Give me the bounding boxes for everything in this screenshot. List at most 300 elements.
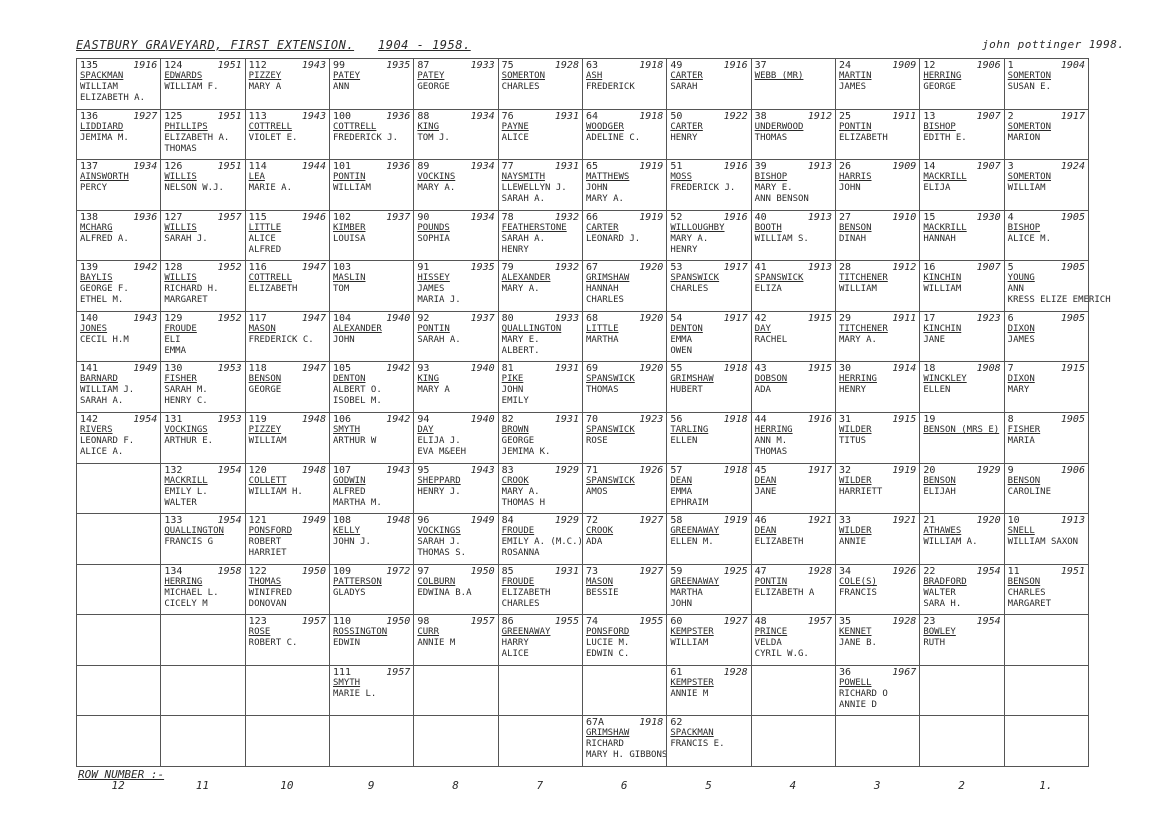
plot-cell bbox=[498, 614, 583, 666]
surname: FROUDE bbox=[501, 526, 535, 537]
given-name: HARRIETT bbox=[839, 486, 883, 497]
burial-year: 1907 bbox=[976, 262, 1001, 274]
given-name: JOHN bbox=[586, 183, 608, 194]
given-name: VELDA bbox=[754, 638, 782, 649]
given-name: VIOLET E. bbox=[248, 132, 298, 143]
plot-cell bbox=[245, 159, 330, 211]
burial-year: 1957 bbox=[470, 616, 495, 628]
surname: HERRING bbox=[164, 576, 203, 587]
plot-cell bbox=[1004, 260, 1111, 312]
burial-year: 1957 bbox=[217, 211, 242, 223]
plot-cell bbox=[413, 614, 498, 666]
plot-number: 138 bbox=[80, 211, 99, 223]
given-name: ALICE M. bbox=[1007, 233, 1052, 244]
given-name: ELLEN bbox=[923, 385, 951, 396]
plot-number: 101 bbox=[333, 161, 352, 173]
burial-year: 1954 bbox=[133, 414, 158, 425]
burial-year: 1920 bbox=[639, 262, 664, 274]
plot-number: 115 bbox=[248, 211, 267, 223]
plot-number: 75 bbox=[501, 60, 514, 71]
surname: KIMBER bbox=[333, 222, 366, 233]
surname: PHILLIPS bbox=[164, 121, 208, 132]
burial-year: 1920 bbox=[639, 312, 664, 324]
plot-cell bbox=[329, 210, 414, 262]
plot-number: 118 bbox=[248, 363, 267, 375]
plot-cell bbox=[919, 260, 1004, 312]
plot-number: 119 bbox=[248, 414, 267, 425]
given-name: WILLIAM bbox=[80, 82, 118, 92]
plot-cell bbox=[582, 614, 667, 666]
burial-year: 1952 bbox=[217, 312, 242, 324]
given-name: WILLIAM S. bbox=[754, 233, 809, 244]
plot-number: 41 bbox=[754, 262, 767, 274]
plot-number: 44 bbox=[754, 414, 767, 425]
burial-year: 1929 bbox=[554, 515, 579, 527]
burial-year: 1937 bbox=[470, 312, 495, 324]
plot-number: 61 bbox=[670, 666, 683, 678]
plot-number: 15 bbox=[923, 211, 936, 223]
plot-cell bbox=[498, 210, 583, 262]
burial-year: 1918 bbox=[723, 464, 748, 476]
burial-year: 1932 bbox=[554, 262, 579, 274]
burial-year: 1957 bbox=[807, 616, 832, 628]
burial-year: 1918 bbox=[723, 363, 748, 375]
burial-year: 1931 bbox=[554, 565, 579, 577]
plot-cell bbox=[245, 412, 330, 464]
plot-cell bbox=[160, 210, 245, 262]
surname: WILLIS bbox=[164, 172, 197, 183]
burial-year: 1926 bbox=[639, 464, 664, 476]
burial-year: 1904 bbox=[1060, 60, 1085, 71]
given-name: MARTHA bbox=[586, 334, 619, 345]
burial-year: 1920 bbox=[976, 515, 1001, 527]
surname: GREENAWAY bbox=[501, 627, 551, 638]
plot-cell bbox=[582, 159, 667, 211]
plot-number: 2 bbox=[1007, 110, 1014, 122]
surname: BENSON (MRS E) bbox=[923, 425, 1000, 435]
surname: GRIMSHAW bbox=[670, 374, 714, 385]
plot-number: 99 bbox=[333, 60, 346, 71]
plot-number: 52 bbox=[670, 211, 683, 223]
surname: UNDERWOOD bbox=[754, 121, 804, 132]
plot-number: 84 bbox=[501, 515, 514, 527]
plot-number: 120 bbox=[248, 464, 267, 476]
burial-year: 1948 bbox=[301, 464, 326, 476]
given-name: WILLIAM bbox=[670, 638, 709, 649]
plot-cell bbox=[582, 564, 667, 616]
burial-year: 1915 bbox=[892, 414, 917, 425]
surname: CROOK bbox=[586, 526, 614, 537]
surname: TITCHENER bbox=[839, 273, 888, 284]
given-name: ROBERT C. bbox=[248, 638, 298, 649]
surname: QUALLINGTON bbox=[501, 323, 562, 334]
given-name: WALTER bbox=[923, 587, 956, 598]
plot-cell bbox=[582, 463, 667, 515]
burial-year: 1943 bbox=[133, 312, 158, 324]
plot-number: 130 bbox=[164, 363, 183, 375]
plot-cell bbox=[919, 109, 1004, 161]
burial-year: 1955 bbox=[554, 616, 579, 628]
plot-cell bbox=[76, 159, 161, 211]
plot-number: 30 bbox=[839, 363, 852, 375]
given-name: SARAH J. bbox=[164, 233, 208, 244]
row-number: 8 bbox=[452, 779, 459, 792]
given-name: DINAH bbox=[839, 233, 867, 244]
plot-cell bbox=[1004, 311, 1089, 363]
given-name: GEORGE bbox=[923, 82, 956, 92]
plot-number: 73 bbox=[586, 565, 599, 577]
plot-number: 38 bbox=[754, 110, 767, 122]
given-name: HARRY bbox=[501, 638, 529, 649]
surname: CARTER bbox=[670, 121, 703, 132]
surname: BENSON bbox=[1007, 475, 1041, 486]
surname: SOMERTON bbox=[501, 71, 546, 81]
surname: BISHOP bbox=[1007, 222, 1041, 233]
given-name: LUCIE M. bbox=[586, 638, 630, 649]
burial-year: 1967 bbox=[892, 666, 917, 678]
surname: MARTIN bbox=[839, 71, 872, 81]
given-name: RICHARD bbox=[586, 739, 624, 750]
given-name: AMOS bbox=[586, 486, 608, 497]
burial-year: 1934 bbox=[470, 110, 495, 122]
plot-cell bbox=[329, 260, 414, 312]
burial-year: 1931 bbox=[554, 414, 579, 425]
plot-number: 40 bbox=[754, 211, 767, 223]
burial-year: 1915 bbox=[1060, 363, 1085, 375]
row-number: 10 bbox=[280, 779, 294, 792]
plot-cell bbox=[329, 109, 414, 161]
plot-number: 50 bbox=[670, 110, 683, 122]
plot-cell bbox=[751, 159, 836, 211]
plot-cell bbox=[76, 210, 161, 262]
burial-year: 1954 bbox=[217, 515, 242, 527]
plot-number: 90 bbox=[417, 211, 430, 223]
given-name: FREDERICK bbox=[586, 82, 635, 92]
given-name: GEORGE F. bbox=[80, 284, 129, 295]
surname: PONTIN bbox=[839, 121, 872, 132]
burial-year: 1915 bbox=[807, 363, 832, 375]
surname: KINCHIN bbox=[923, 323, 962, 334]
given-name: ALFRED bbox=[248, 244, 282, 255]
given-name: HENRY bbox=[839, 385, 867, 396]
given-name: EMILY bbox=[501, 396, 529, 407]
given-name: ADA bbox=[754, 385, 771, 396]
plot-number: 11 bbox=[1007, 565, 1020, 577]
burial-year: 1951 bbox=[217, 161, 242, 173]
given-name: THOMAS bbox=[754, 132, 788, 143]
given-name: SARAH J. bbox=[417, 537, 461, 548]
burial-year: 1919 bbox=[639, 161, 664, 173]
burial-year: 1918 bbox=[639, 60, 664, 71]
given-name: FRANCIS G bbox=[164, 537, 214, 548]
plot-cell bbox=[1004, 715, 1089, 767]
surname: PRINCE bbox=[754, 627, 788, 638]
plot-number: 21 bbox=[923, 515, 936, 527]
surname: NAYSMITH bbox=[501, 172, 546, 183]
surname: MCHARG bbox=[80, 222, 113, 233]
given-name: WILLIAM H. bbox=[248, 486, 303, 497]
surname: TITCHENER bbox=[839, 323, 888, 334]
plot-cell bbox=[666, 513, 751, 565]
plot-number: 89 bbox=[417, 161, 430, 173]
surname: KENNET bbox=[839, 627, 872, 638]
given-name: EVA M&EEH bbox=[417, 447, 467, 457]
plot-number: 34 bbox=[839, 565, 852, 577]
plot-number: 24 bbox=[839, 60, 852, 71]
given-name: WILLIAM bbox=[333, 183, 371, 194]
row-number: 2 bbox=[958, 779, 965, 792]
given-name: ELIZABETH bbox=[839, 132, 888, 143]
plot-number: 131 bbox=[164, 414, 183, 425]
plot-cell bbox=[835, 109, 920, 161]
burial-year: 1934 bbox=[470, 211, 495, 223]
given-name: ANN M. bbox=[754, 436, 788, 446]
given-name: ELIZABETH bbox=[754, 537, 804, 548]
given-name: ANN BENSON bbox=[754, 194, 809, 205]
given-name: ROSE bbox=[586, 436, 608, 446]
plot-number: 137 bbox=[80, 161, 99, 173]
plot-cell bbox=[582, 58, 667, 110]
burial-year: 1948 bbox=[301, 414, 326, 425]
surname: RIVERS bbox=[80, 425, 113, 435]
plot-cell bbox=[1004, 159, 1089, 211]
surname: JONES bbox=[80, 323, 108, 334]
given-name: EMMA bbox=[670, 334, 693, 345]
surname: SPANSWICK bbox=[586, 425, 635, 435]
plot-number: 82 bbox=[501, 414, 514, 425]
given-name: HANNAH bbox=[923, 233, 956, 244]
plot-cell bbox=[835, 311, 920, 363]
plot-cell bbox=[835, 159, 920, 211]
surname: PONSFORD bbox=[586, 627, 630, 638]
given-name: SARAH A. bbox=[417, 334, 461, 345]
plot-cell bbox=[498, 260, 583, 312]
burial-year: 1912 bbox=[807, 110, 832, 122]
given-name: WILLIAM A. bbox=[923, 537, 978, 548]
plot-number: 67 bbox=[586, 262, 599, 274]
given-name: MARIA bbox=[1007, 436, 1035, 446]
plot-number: 98 bbox=[417, 616, 430, 628]
plot-number: 5 bbox=[1007, 262, 1014, 274]
burial-year: 1926 bbox=[892, 565, 917, 577]
given-name: GEORGE bbox=[248, 385, 282, 396]
given-name: MARY A. bbox=[586, 194, 624, 205]
plot-number: 69 bbox=[586, 363, 599, 375]
plot-number: 142 bbox=[80, 414, 99, 425]
plot-cell bbox=[666, 311, 751, 363]
plot-cell bbox=[245, 614, 330, 666]
plot-cell bbox=[751, 564, 836, 616]
burial-year: 1946 bbox=[301, 211, 326, 223]
burial-year: 1936 bbox=[386, 161, 411, 173]
burial-year: 1957 bbox=[386, 666, 411, 678]
burial-year: 1953 bbox=[217, 363, 242, 375]
plot-cell bbox=[329, 311, 414, 363]
surname: PATEY bbox=[417, 71, 445, 81]
plot-cell bbox=[666, 665, 751, 717]
burial-year: 1937 bbox=[386, 211, 411, 223]
plot-cell bbox=[919, 311, 1004, 363]
burial-year: 1916 bbox=[133, 60, 158, 71]
given-name: MARY A. bbox=[417, 183, 456, 194]
plot-cell bbox=[76, 412, 161, 464]
plot-cell bbox=[245, 109, 330, 161]
given-name: MARIA J. bbox=[417, 295, 461, 306]
burial-year: 1947 bbox=[301, 262, 326, 274]
burial-year: 1954 bbox=[217, 464, 242, 476]
plot-cell bbox=[160, 311, 245, 363]
surname: HARRIS bbox=[839, 172, 872, 183]
given-name: NELSON W.J. bbox=[164, 183, 224, 194]
burial-year: 1944 bbox=[301, 161, 326, 173]
burial-year: 1928 bbox=[807, 565, 832, 577]
author-signature: john pottinger 1998. bbox=[982, 38, 1125, 51]
plot-cell bbox=[245, 513, 330, 565]
burial-year: 1943 bbox=[301, 60, 326, 71]
plot-cell bbox=[245, 210, 330, 262]
given-name: SUSAN E. bbox=[1007, 82, 1052, 92]
given-name: ELIZABETH A. bbox=[80, 93, 146, 103]
burial-year: 1942 bbox=[133, 262, 158, 274]
row-number: 1. bbox=[1039, 779, 1053, 792]
given-name: ALFRED A. bbox=[80, 233, 129, 244]
burial-year: 1931 bbox=[554, 363, 579, 375]
plot-number: 140 bbox=[80, 312, 99, 324]
plot-cell bbox=[919, 513, 1004, 565]
given-name: WILLIAM SAXON bbox=[1007, 537, 1079, 548]
plot-cell bbox=[76, 58, 161, 110]
given-name: ELLEN bbox=[670, 436, 698, 446]
surname: YOUNG bbox=[1007, 273, 1035, 284]
given-name: EMILY L. bbox=[164, 486, 208, 497]
plot-cell bbox=[835, 412, 920, 464]
plot-number: 31 bbox=[839, 414, 852, 425]
given-name: SARAH A. bbox=[80, 396, 124, 407]
plot-number: 62 bbox=[670, 717, 683, 729]
given-name: FREDERICK J. bbox=[333, 132, 399, 143]
surname: BOOTH bbox=[754, 222, 782, 233]
surname: VOCKINS bbox=[417, 172, 456, 183]
row-number: 3 bbox=[873, 779, 881, 792]
given-name: THOMAS bbox=[164, 143, 197, 154]
burial-year: 1943 bbox=[386, 464, 411, 476]
burial-year: 1949 bbox=[133, 363, 158, 375]
given-name: ANNIE bbox=[839, 537, 867, 548]
plot-cell bbox=[835, 463, 920, 515]
plot-cell bbox=[329, 361, 414, 413]
plot-cell bbox=[160, 109, 245, 161]
plot-cell bbox=[76, 513, 161, 565]
plot-cell bbox=[919, 159, 1004, 211]
plot-number: 79 bbox=[501, 262, 514, 274]
plot-cell bbox=[1004, 665, 1089, 717]
surname: SPANSWICK bbox=[586, 475, 635, 486]
plot-cell bbox=[666, 715, 751, 767]
surname: SOMERTON bbox=[1007, 172, 1052, 183]
given-name: ALICE bbox=[501, 132, 529, 143]
surname: CARTER bbox=[586, 222, 619, 233]
surname: SMYTH bbox=[333, 677, 361, 688]
surname: DAY bbox=[754, 323, 771, 334]
given-name: THOMAS bbox=[586, 385, 619, 396]
plot-cell bbox=[76, 715, 161, 767]
plot-cell bbox=[329, 715, 414, 767]
surname: CARTER bbox=[670, 71, 703, 81]
plot-cell bbox=[413, 210, 498, 262]
given-name: JAMES bbox=[839, 82, 867, 92]
surname: DAY bbox=[417, 425, 434, 435]
surname: GRIMSHAW bbox=[586, 273, 630, 284]
surname: ALEXANDER bbox=[501, 273, 551, 284]
burial-year: 1935 bbox=[470, 262, 495, 274]
burial-year: 1927 bbox=[133, 110, 158, 122]
given-name: JOHN bbox=[670, 598, 693, 609]
surname: POUNDS bbox=[417, 222, 450, 233]
burial-year: 1929 bbox=[554, 464, 579, 476]
burial-year: 1943 bbox=[301, 110, 326, 122]
surname: WILLOUGHBY bbox=[670, 222, 725, 233]
plot-cell bbox=[76, 109, 161, 161]
given-name: ADELINE C. bbox=[586, 132, 641, 143]
plot-cell bbox=[751, 715, 836, 767]
plot-number: 127 bbox=[164, 211, 183, 223]
burial-year: 1923 bbox=[639, 414, 664, 425]
burial-year: 1913 bbox=[807, 211, 832, 223]
surname: MASON bbox=[248, 323, 276, 334]
burial-year: 1911 bbox=[892, 312, 917, 324]
plot-cell bbox=[329, 614, 414, 666]
surname: WEBB (MR) bbox=[754, 71, 804, 81]
surname: PIZZEY bbox=[248, 425, 282, 435]
plot-number: 100 bbox=[333, 110, 352, 122]
burial-year: 1908 bbox=[976, 363, 1001, 375]
given-name: ELI bbox=[164, 334, 181, 345]
plot-number: 103 bbox=[333, 262, 352, 274]
burial-year: 1951 bbox=[217, 60, 242, 71]
row-number: 12 bbox=[111, 779, 125, 792]
plot-number: 74 bbox=[586, 616, 599, 628]
plot-number: 123 bbox=[248, 616, 267, 628]
burial-year: 1905 bbox=[1060, 262, 1085, 274]
given-name: KRESS ELIZE EMERICH bbox=[1007, 295, 1111, 306]
burial-year: 1925 bbox=[723, 565, 748, 577]
given-name: HARRIET bbox=[248, 548, 287, 559]
given-name: CICELY M bbox=[164, 598, 208, 609]
plot-cell bbox=[582, 109, 667, 161]
given-name: RUTH bbox=[923, 638, 946, 649]
surname: PONTIN bbox=[417, 323, 450, 334]
plot-cell bbox=[160, 564, 245, 616]
plot-cell bbox=[666, 361, 751, 413]
surname: LEA bbox=[248, 172, 265, 183]
plot-number: 108 bbox=[333, 515, 352, 527]
given-name: MARTHA M. bbox=[333, 497, 382, 508]
plot-number: 28 bbox=[839, 262, 852, 274]
plot-cell bbox=[413, 58, 498, 110]
given-name: ARTHUR W bbox=[333, 436, 377, 446]
plot-cell bbox=[666, 109, 751, 161]
surname: LITTLE bbox=[586, 323, 619, 334]
surname: KINCHIN bbox=[923, 273, 962, 284]
plot-cell bbox=[751, 260, 836, 312]
given-name: THOMAS S. bbox=[417, 548, 467, 559]
given-name: CHARLES bbox=[501, 598, 540, 609]
plot-cell bbox=[76, 311, 161, 363]
plot-cell bbox=[1004, 109, 1089, 161]
given-name: HENRY bbox=[670, 132, 698, 143]
given-name: ELIZABETH A bbox=[754, 587, 815, 598]
plot-cell bbox=[919, 715, 1004, 767]
